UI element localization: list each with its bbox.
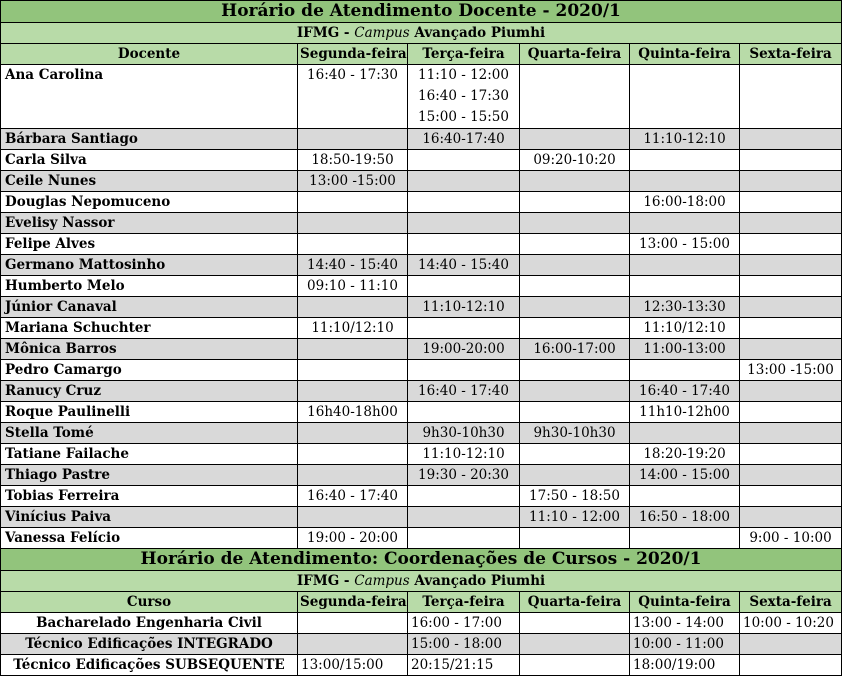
time-cell-wed: 09:20-10:20 [520,150,630,171]
docente-name: Vanessa Felício [1,528,298,549]
time-cell-tue: 15:00 - 18:00 [408,634,520,655]
time-cell-mon [298,423,408,444]
time-cell-thu [630,213,740,234]
time-cell-thu: 16:50 - 18:00 [630,507,740,528]
time-cell-thu [630,255,740,276]
table-row [1,360,842,381]
time-cell-mon: 11:10/12:10 [298,318,408,339]
header-quinta: Quinta-feira [630,592,740,613]
docente-name: Mariana Schuchter [1,318,298,339]
table-row [1,318,842,339]
time-cell-tue [408,360,520,381]
time-cell-fri [740,234,842,255]
time-cell-tue [408,150,520,171]
docente-name: Tobias Ferreira [1,486,298,507]
docente-name: Thiago Pastre [1,465,298,486]
time-cell-fri [740,255,842,276]
time-cell-fri [740,486,842,507]
time-cell-wed [520,65,630,129]
time-cell-mon: 14:40 - 15:40 [298,255,408,276]
time-cell-fri [740,297,842,318]
time-cell-fri [740,213,842,234]
time-cell-thu: 16:40 - 17:40 [630,381,740,402]
time-cell-tue: 16:00 - 17:00 [408,613,520,634]
table-row [1,402,842,423]
time-cell-tue [408,192,520,213]
table-row [1,150,842,171]
time-cell-thu [630,65,740,129]
time-cell-fri [740,465,842,486]
time-cell-fri [740,276,842,297]
docentes-title: Horário de Atendimento Docente - 2020/1 [1,1,842,23]
docente-name: Felipe Alves [1,234,298,255]
time-cell-mon [298,381,408,402]
time-cell-mon [298,634,408,655]
time-cell-tue [408,528,520,549]
docente-name: Roque Paulinelli [1,402,298,423]
time-cell-mon: 19:00 - 20:00 [298,528,408,549]
campus-italic: Campus [354,25,410,41]
time-cell-wed [520,381,630,402]
time-cell-wed [520,655,630,676]
campus-suffix: Avançado Piumhi [409,573,546,589]
time-cell-mon: 09:10 - 11:10 [298,276,408,297]
time-cell-tue [408,213,520,234]
time-cell-tue: 9h30-10h30 [408,423,520,444]
time-cell-wed [520,402,630,423]
time-cell-mon: 16h40-18h00 [298,402,408,423]
table-row [1,65,842,129]
docentes-header-row [1,44,842,65]
docente-name: Vinícius Paiva [1,507,298,528]
time-cell-wed [520,192,630,213]
header-terca: Terça-feira [408,44,520,65]
time-cell-mon [298,192,408,213]
docente-name: Evelisy Nassor [1,213,298,234]
campus-prefix: IFMG - [296,25,355,41]
time-cell-thu: 16:00-18:00 [630,192,740,213]
time-slot: 15:00 - 15:50 [418,109,509,125]
time-cell-tue: 19:00-20:00 [408,339,520,360]
time-cell-fri [740,318,842,339]
table-row [1,634,842,655]
curso-name: Técnico Edificações INTEGRADO [1,634,298,655]
curso-name: Técnico Edificações SUBSEQUENTE [1,655,298,676]
docentes-body [1,65,842,549]
table-row [1,381,842,402]
docente-name: Júnior Canaval [1,297,298,318]
time-cell-thu [630,486,740,507]
time-cell-wed [520,318,630,339]
time-cell-wed: 17:50 - 18:50 [520,486,630,507]
header-quarta: Quarta-feira [520,592,630,613]
time-cell-thu: 10:00 - 11:00 [630,634,740,655]
campus-italic: Campus [354,573,410,589]
docente-name: Mônica Barros [1,339,298,360]
time-cell-tue [408,171,520,192]
table-row [1,423,842,444]
time-cell-mon [298,360,408,381]
header-segunda: Segunda-feira [298,44,408,65]
time-cell-mon [298,339,408,360]
header-sexta: Sexta-feira [740,592,842,613]
time-cell-wed [520,255,630,276]
time-cell-thu: 18:00/19:00 [630,655,740,676]
time-cell-mon [298,213,408,234]
time-cell-thu: 18:20-19:20 [630,444,740,465]
time-cell-thu: 11:10/12:10 [630,318,740,339]
time-cell-fri [740,339,842,360]
table-row [1,192,842,213]
table-row [1,528,842,549]
time-cell-fri [740,402,842,423]
time-cell-mon: 13:00 -15:00 [298,171,408,192]
docente-name: Carla Silva [1,150,298,171]
docente-name: Pedro Camargo [1,360,298,381]
docente-name: Tatiane Failache [1,444,298,465]
time-cell-tue: 16:40-17:40 [408,129,520,150]
time-cell-mon [298,297,408,318]
coordenacoes-head [1,549,842,613]
time-cell-thu [630,360,740,381]
docente-name: Germano Mattosinho [1,255,298,276]
table-row [1,171,842,192]
time-cell-wed [520,234,630,255]
time-cell-tue: 11:10-12:10 [408,444,520,465]
table-row [1,129,842,150]
time-cell-fri [740,171,842,192]
time-cell-fri [740,150,842,171]
table-row [1,234,842,255]
time-cell-thu: 11h10-12h00 [630,402,740,423]
time-cell-fri [740,634,842,655]
coordenacoes-body [1,613,842,676]
table-row [1,613,842,634]
time-cell-wed [520,297,630,318]
coordenacoes-title: Horário de Atendimento: Coordenações de Cursos - 2020/1 [1,549,842,571]
time-cell-wed [520,129,630,150]
time-cell-wed: 16:00-17:00 [520,339,630,360]
time-cell-wed [520,276,630,297]
table-row [1,655,842,676]
time-cell-fri [740,129,842,150]
table-row [1,255,842,276]
time-cell-tue: 20:15/21:15 [408,655,520,676]
header-quinta: Quinta-feira [630,44,740,65]
table-row [1,507,842,528]
table-row [1,486,842,507]
header-terca: Terça-feira [408,592,520,613]
docente-name: Ana Carolina [1,65,298,129]
docente-name: Ceile Nunes [1,171,298,192]
time-cell-tue: 14:40 - 15:40 [408,255,520,276]
time-cell-thu [630,171,740,192]
time-cell-mon: 18:50-19:50 [298,150,408,171]
time-cell-fri [740,655,842,676]
docente-name: Douglas Nepomuceno [1,192,298,213]
time-cell-thu: 12:30-13:30 [630,297,740,318]
time-cell-wed: 9h30-10h30 [520,423,630,444]
time-cell-wed [520,613,630,634]
table-row [1,276,842,297]
docente-name: Humberto Melo [1,276,298,297]
time-cell-wed [520,213,630,234]
docente-name: Ranucy Cruz [1,381,298,402]
time-cell-wed [520,634,630,655]
table-row [1,339,842,360]
table-row [1,213,842,234]
curso-name: Bacharelado Engenharia Civil [1,613,298,634]
time-cell-mon: 16:40 - 17:30 [298,65,408,129]
time-cell-thu [630,423,740,444]
time-cell-tue [408,318,520,339]
time-cell-thu: 14:00 - 15:00 [630,465,740,486]
time-cell-fri [740,507,842,528]
time-cell-wed [520,465,630,486]
coordenacoes-header-row [1,592,842,613]
time-cell-thu: 13:00 - 15:00 [630,234,740,255]
time-cell-fri [740,65,842,129]
time-cell-thu: 13:00 - 14:00 [630,613,740,634]
time-cell-mon [298,234,408,255]
header-quarta: Quarta-feira [520,44,630,65]
time-cell-tue: 16:40 - 17:40 [408,381,520,402]
table-row [1,465,842,486]
time-cell-tue [408,402,520,423]
time-cell-tue [408,507,520,528]
time-cell-tue [408,65,520,129]
time-slot: 11:10 - 12:00 [418,67,509,83]
time-cell-fri [740,444,842,465]
time-cell-mon [298,129,408,150]
time-cell-mon [298,444,408,465]
time-cell-thu: 11:00-13:00 [630,339,740,360]
time-cell-fri [740,381,842,402]
time-cell-wed [520,171,630,192]
time-cell-mon: 13:00/15:00 [298,655,408,676]
time-cell-fri: 9:00 - 10:00 [740,528,842,549]
time-cell-tue: 19:30 - 20:30 [408,465,520,486]
time-cell-fri [740,423,842,444]
docente-name: Stella Tomé [1,423,298,444]
time-cell-tue [408,276,520,297]
campus-prefix: IFMG - [296,573,355,589]
docente-name: Bárbara Santiago [1,129,298,150]
time-cell-fri [740,192,842,213]
coordenacoes-campus [1,571,842,592]
header-segunda: Segunda-feira [298,592,408,613]
time-cell-mon [298,613,408,634]
time-cell-tue [408,486,520,507]
time-cell-thu [630,150,740,171]
time-cell-wed [520,528,630,549]
header-sexta: Sexta-feira [740,44,842,65]
table-row [1,444,842,465]
time-cell-wed [520,360,630,381]
table-row [1,297,842,318]
time-cell-wed [520,444,630,465]
time-cell-thu [630,276,740,297]
header-curso: Curso [1,592,298,613]
time-cell-tue [408,234,520,255]
docentes-campus [1,23,842,44]
time-cell-mon: 16:40 - 17:40 [298,486,408,507]
time-cell-mon [298,507,408,528]
time-cell-fri: 10:00 - 10:20 [740,613,842,634]
time-cell-fri: 13:00 -15:00 [740,360,842,381]
time-cell-mon [298,465,408,486]
time-cell-tue: 11:10-12:10 [408,297,520,318]
header-docente: Docente [1,44,298,65]
time-cell-thu: 11:10-12:10 [630,129,740,150]
time-slot: 16:40 - 17:30 [418,88,509,104]
time-cell-wed: 11:10 - 12:00 [520,507,630,528]
campus-suffix: Avançado Piumhi [409,25,546,41]
time-cell-thu [630,528,740,549]
